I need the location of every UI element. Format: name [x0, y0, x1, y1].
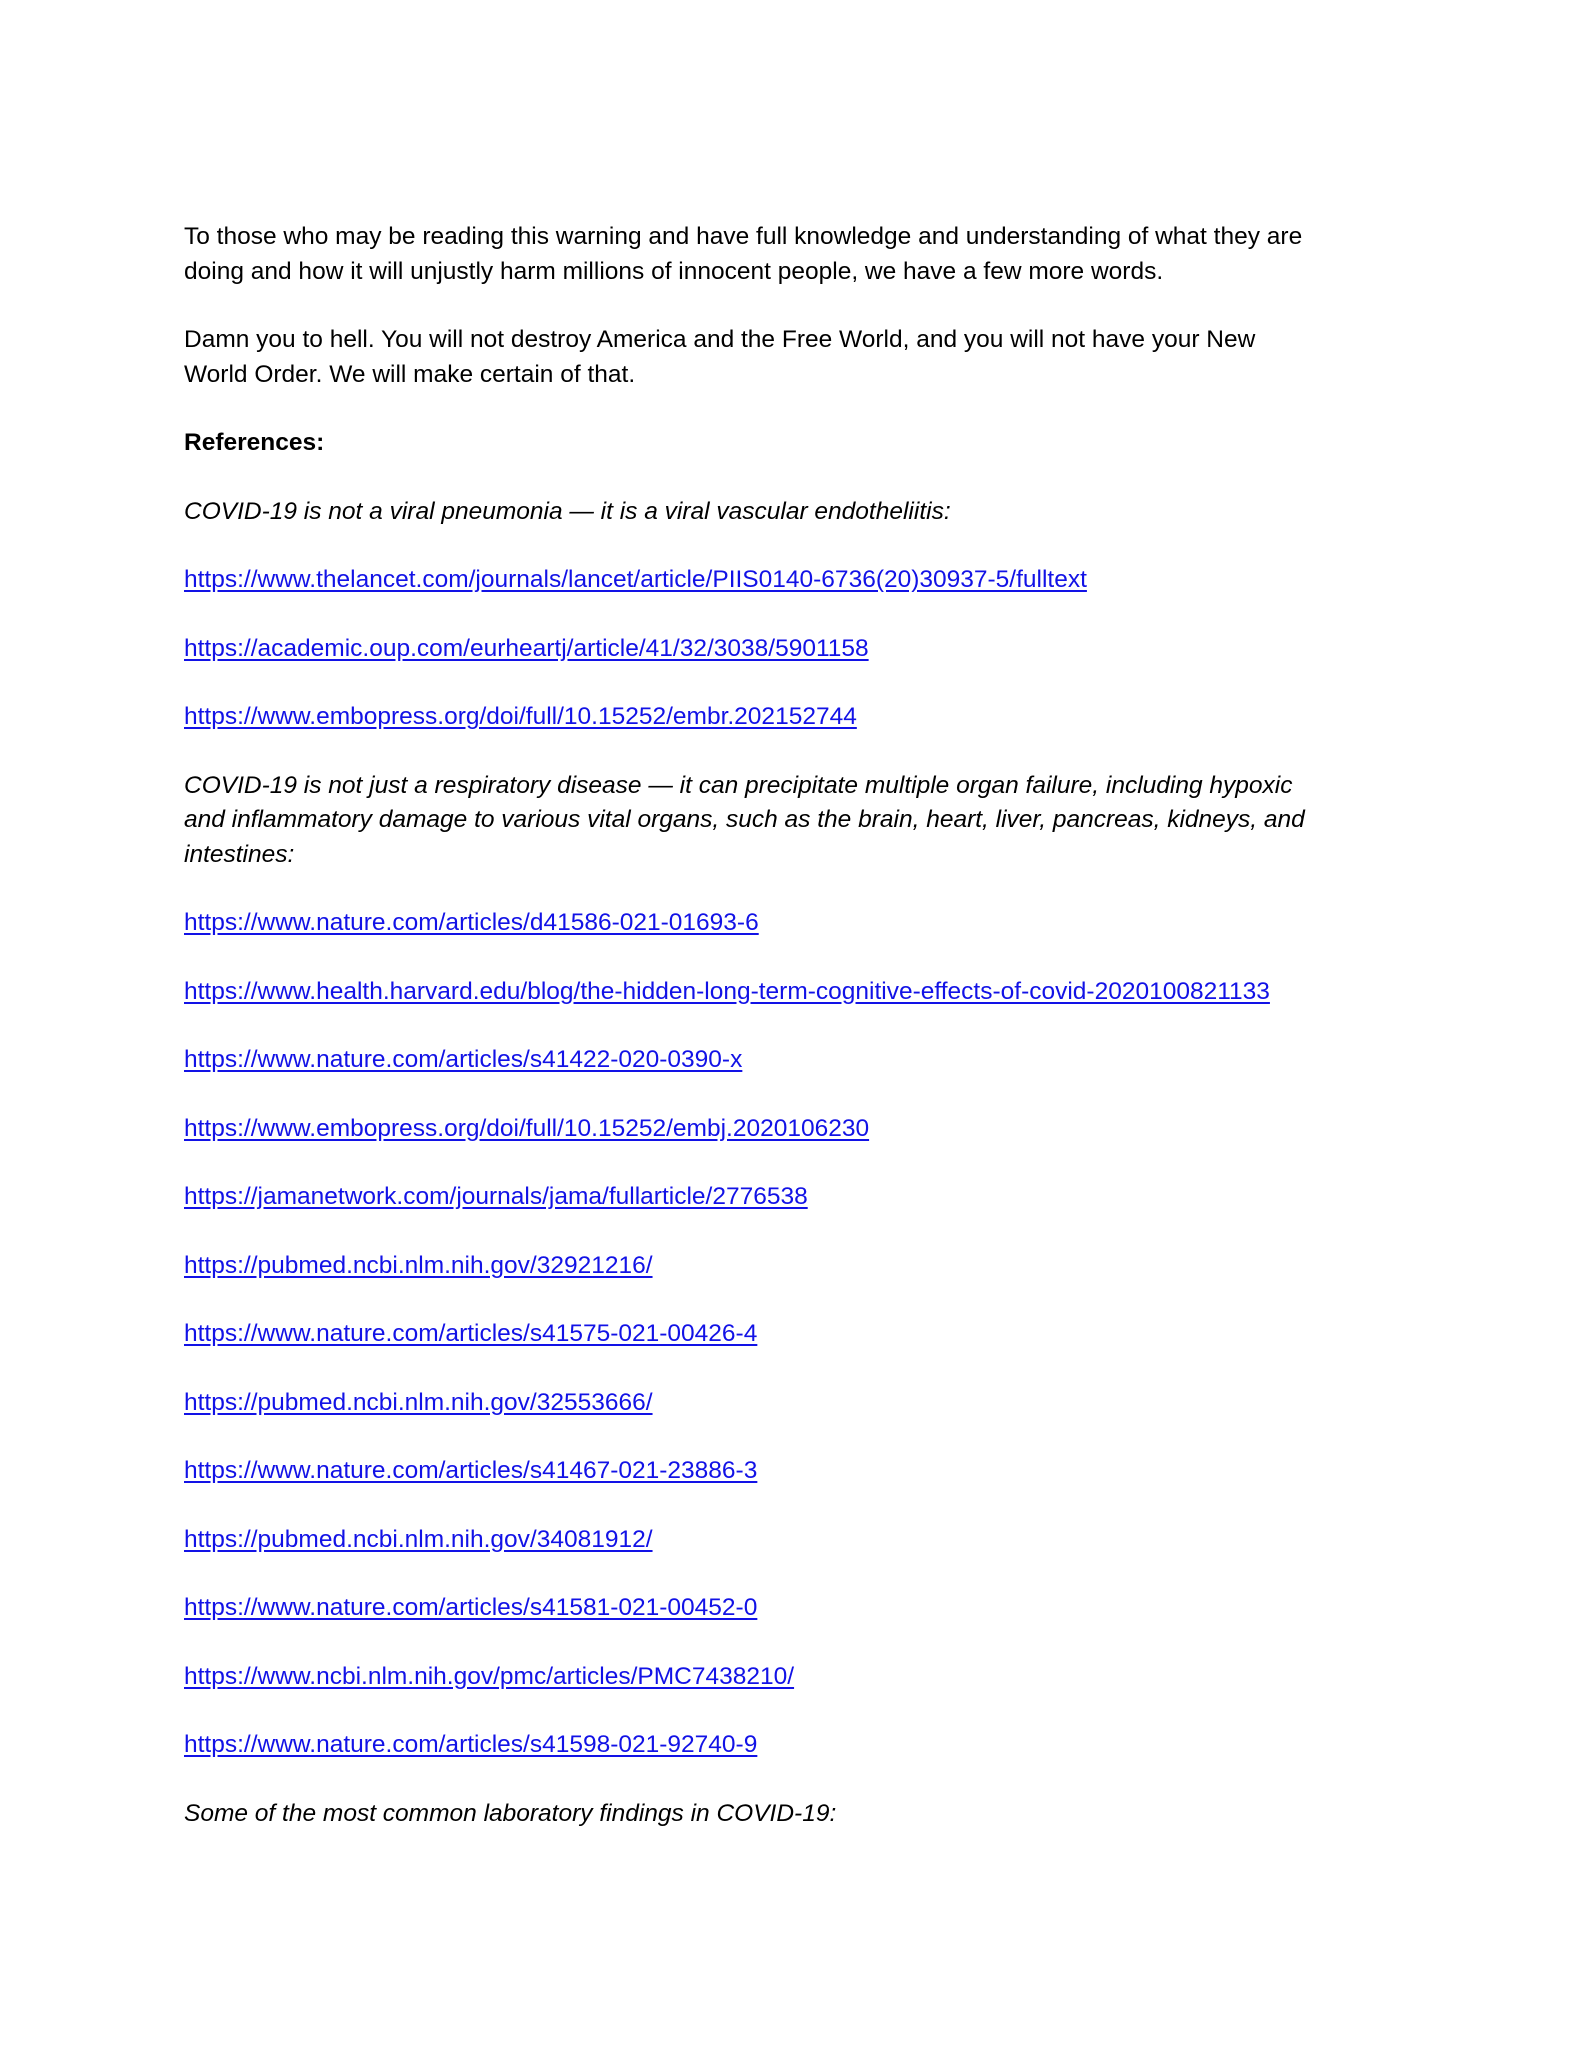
reference-link[interactable]: https://www.nature.com/articles/d41586-021-01693-6: [184, 909, 759, 936]
reference-item: [184, 975, 1414, 1010]
reference-link[interactable]: https://pubmed.ncbi.nlm.nih.gov/32553666/: [184, 1388, 653, 1416]
reference-item: [184, 563, 1414, 598]
reference-link[interactable]: https://www.embopress.org/doi/full/10.15252/embj.2020106230: [184, 1114, 870, 1142]
reference-link[interactable]: https://www.nature.com/articles/s41467-021-23886-3: [184, 1457, 758, 1484]
reference-item: [184, 632, 1414, 667]
reference-item: [184, 1454, 1414, 1489]
reference-link[interactable]: https://www.thelancet.com/journals/lancet/article/PIIS0140-6736(20)30937-5/fulltext: [184, 566, 1087, 593]
reference-item: [184, 1660, 1414, 1695]
section-heading-text: Some of the most common laboratory findings in COVID-19:: [184, 1799, 837, 1827]
references-heading-text: References:: [184, 429, 325, 456]
document-page: [184, 220, 1414, 1865]
text-line: doing and how it will unjustly harm millions of innocent people, we have a few more words.: [184, 257, 1164, 285]
reference-item: [184, 1249, 1414, 1284]
reference-item: [184, 1728, 1414, 1763]
reference-link[interactable]: https://www.embopress.org/doi/full/10.15252/embr.202152744: [184, 703, 857, 730]
section-heading-text: intestines:: [184, 840, 295, 868]
references-heading: [184, 426, 1414, 461]
reference-link[interactable]: https://pubmed.ncbi.nlm.nih.gov/32921216/: [184, 1251, 653, 1279]
reference-link[interactable]: https://www.nature.com/articles/s41598-021-92740-9: [184, 1731, 758, 1758]
reference-item: [184, 1523, 1414, 1558]
reference-item: [184, 906, 1414, 941]
section1-heading: [184, 495, 1414, 530]
section-heading-text: COVID-19 is not just a respiratory disease — it can precipitate multiple organ failure, including hypoxic: [184, 771, 1293, 799]
reference-link[interactable]: https://www.nature.com/articles/s41575-021-00426-4: [184, 1320, 758, 1347]
section-heading-text: and inflammatory damage to various vital organs, such as the brain, heart, liver, pancreas, kidneys, and: [184, 806, 1305, 833]
reference-link[interactable]: https://jamanetwork.com/journals/jama/fullarticle/2776538: [184, 1183, 808, 1210]
section3-heading: [184, 1797, 1414, 1832]
reference-item: [184, 1317, 1414, 1352]
text-line: To those who may be reading this warning and have full knowledge and understanding of what they are: [184, 223, 1303, 250]
text-line: World Order. We will make certain of that.: [184, 360, 636, 388]
reference-item: [184, 1386, 1414, 1421]
section-heading-text: COVID-19 is not a viral pneumonia — it is a viral vascular endotheliitis:: [184, 497, 951, 525]
reference-item: [184, 700, 1414, 735]
reference-link[interactable]: https://www.health.harvard.edu/blog/the-hidden-long-term-cognitive-effects-of-covid-2020100821133: [184, 977, 1270, 1005]
reference-item: [184, 1591, 1414, 1626]
reference-item: [184, 1180, 1414, 1215]
text-line: Damn you to hell. You will not destroy America and the Free World, and you will not have your New: [184, 326, 1256, 353]
reference-item: [184, 1043, 1414, 1078]
reference-link[interactable]: https://academic.oup.com/eurheartj/article/41/32/3038/5901158: [184, 634, 869, 662]
section2-heading: [184, 769, 1414, 873]
reference-link[interactable]: https://www.ncbi.nlm.nih.gov/pmc/articles/PMC7438210/: [184, 1662, 795, 1690]
reference-link[interactable]: https://www.nature.com/articles/s41581-021-00452-0: [184, 1594, 758, 1621]
reference-item: [184, 1112, 1414, 1147]
intro-paragraph: [184, 220, 1414, 289]
reference-link[interactable]: https://pubmed.ncbi.nlm.nih.gov/34081912/: [184, 1525, 653, 1553]
reference-link[interactable]: https://www.nature.com/articles/s41422-020-0390-x: [184, 1046, 743, 1073]
warning-paragraph: [184, 323, 1414, 392]
